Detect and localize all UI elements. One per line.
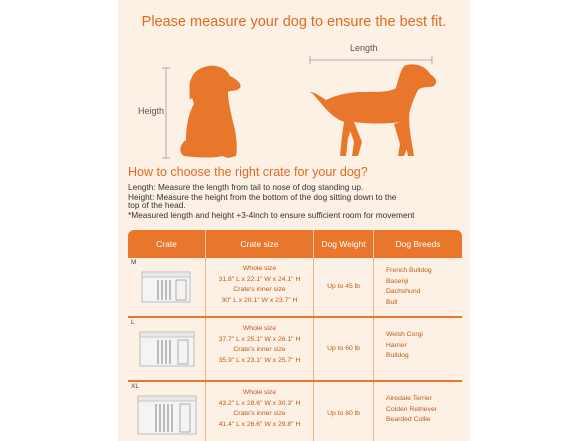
- guide-line-note: *Measured length and height +3-4inch to ensure sufficient room for movement: [128, 210, 415, 220]
- inner-size-value: 30" L x 20.1" W x 23.7" H: [221, 296, 298, 304]
- table-row: [128, 382, 462, 441]
- dog-weight-cell: Up to 45 lb: [314, 258, 374, 316]
- dog-weight-cell: Up to 60 lb: [314, 318, 374, 380]
- guide-title: How to choose the right crate for your dog?: [128, 165, 368, 179]
- breed-item: Colden Retriever: [386, 405, 437, 413]
- dog-weight-cell: Up to 80 lb: [314, 382, 374, 441]
- inner-size-value: 41.4" L x 26.6" W x 29.8" H: [218, 420, 301, 428]
- inner-size-label: Crate's inner size: [233, 346, 286, 353]
- crate-xl-icon: [134, 392, 200, 438]
- size-tag: L: [131, 319, 135, 326]
- crate-size-cell: [206, 382, 314, 441]
- table-row: [128, 258, 462, 318]
- whole-size-value: 31.8" L x 22.1" W x 24.1" H: [218, 275, 301, 283]
- size-guide-card: [118, 0, 470, 441]
- page-title: Please measure your dog to ensure the best fit.: [141, 14, 447, 30]
- size-tag: M: [131, 259, 137, 266]
- breed-item: Bearded Collie: [386, 416, 431, 423]
- header-dog-weight: Dog Weight: [314, 230, 374, 258]
- crate-image-cell: [128, 258, 206, 316]
- dog-breeds-cell: [374, 258, 462, 316]
- header-crate-size: Crate size: [206, 230, 314, 258]
- whole-size-label: Whole size: [242, 265, 277, 272]
- height-label: Heigth: [138, 106, 165, 116]
- crate-image-cell: [128, 382, 206, 441]
- inner-size-label: Crate's inner size: [233, 286, 286, 293]
- whole-size-label: Whole size: [242, 325, 277, 332]
- dog-breeds-cell: [374, 382, 462, 441]
- inner-size-label: Crate's inner size: [233, 410, 286, 417]
- breed-item: Harrier: [386, 341, 407, 349]
- table-header: [128, 230, 462, 258]
- crate-l-icon: [136, 328, 198, 370]
- crate-size-table: [128, 230, 462, 441]
- header-dog-breeds: Dog Breeds: [395, 239, 441, 249]
- breed-item: Bulldog: [386, 352, 409, 359]
- crate-image-cell: [128, 318, 206, 380]
- breed-item: Dachshund: [386, 288, 421, 295]
- breed-item: French Bulldog: [386, 267, 432, 274]
- guide-line-height: Height: Measure the height from the bottom of the dog sitting down to the: [128, 192, 397, 202]
- sitting-dog-icon: [158, 60, 248, 162]
- breed-item: Airedale Terrier: [386, 395, 432, 402]
- dog-breeds-cell: [374, 318, 462, 380]
- guide-line-length: Length: Measure the length from tail to nose of dog standing up.: [128, 182, 364, 192]
- crate-size-cell: [206, 318, 314, 380]
- breed-item: Bull: [386, 298, 398, 306]
- breed-item: Welsh Corgi: [386, 331, 423, 338]
- whole-size-value: 37.7" L x 25.1" W x 26.1" H: [218, 335, 301, 343]
- whole-size-label: Whole size: [242, 389, 277, 396]
- crate-m-icon: [138, 268, 196, 306]
- standing-dog-icon: [304, 52, 444, 162]
- table-row: [128, 318, 462, 382]
- length-label: Length: [350, 43, 378, 53]
- header-crate: Crate: [128, 230, 206, 258]
- crate-size-cell: [206, 258, 314, 316]
- inner-size-value: 35.9" L x 23.1" W x 25.7" H: [218, 356, 301, 364]
- size-tag: XL: [131, 383, 139, 390]
- breed-item: Basenji: [386, 277, 409, 285]
- guide-line-height-cont: top of the head.: [128, 200, 186, 210]
- whole-size-value: 43.2" L x 28.6" W x 30.3" H: [218, 399, 301, 407]
